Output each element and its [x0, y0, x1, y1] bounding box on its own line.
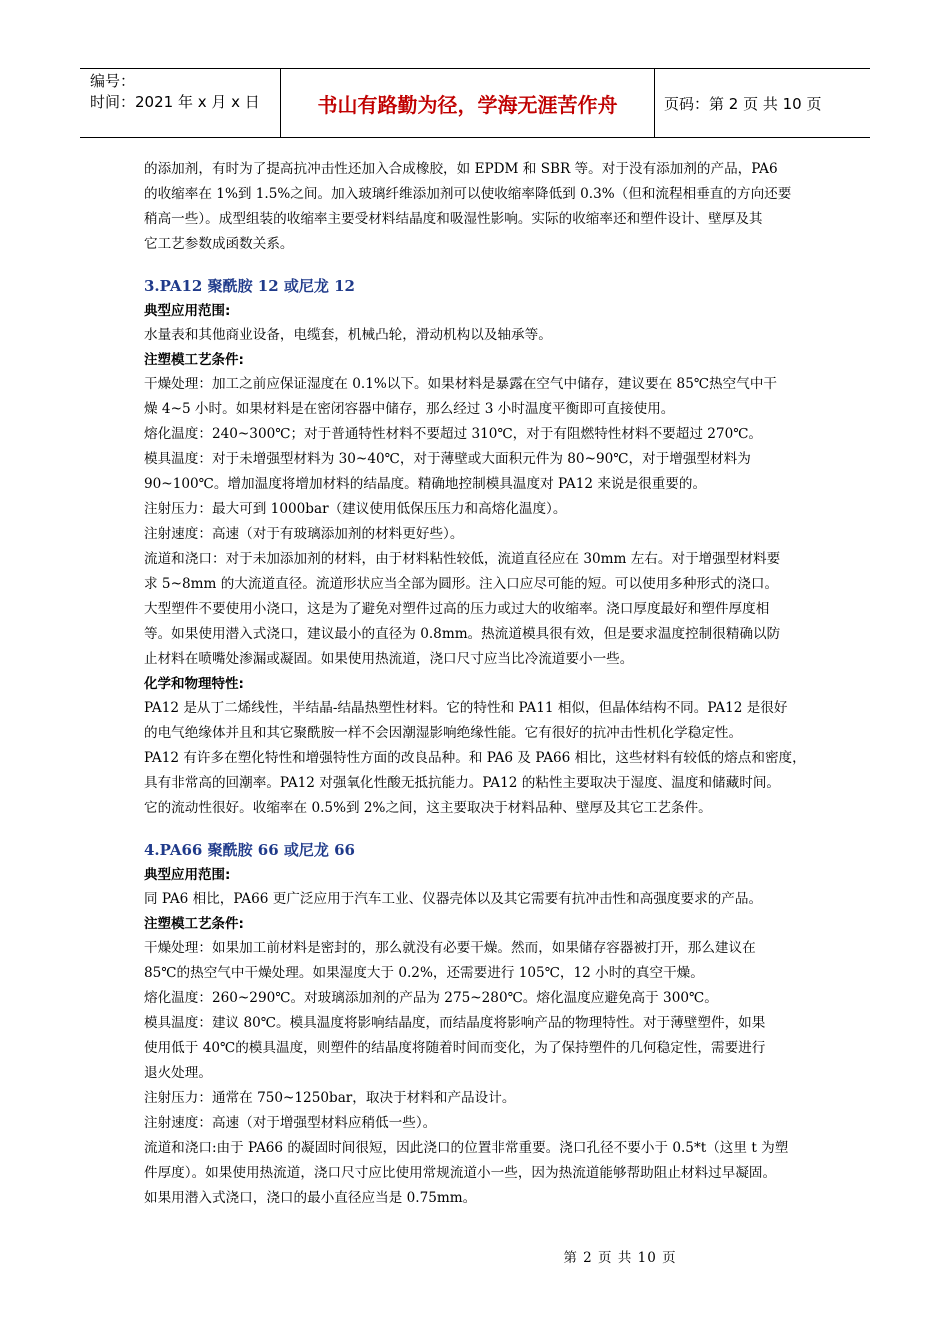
text-line: 熔化温度：240~300℃；对于普通特性材料不要超过 310℃，对于有阻燃特性材料不要超过 270℃。 [144, 426, 763, 442]
section-title: 4.PA66 聚酰胺 66 或尼龙 66 [144, 841, 355, 859]
section-pa12 [144, 273, 812, 821]
text-line: 90~100℃。增加温度将增加材料的结晶度。精确地控制模具温度对 PA12 来说是很重要的。 [144, 476, 707, 492]
text-line: 件厚度）。如果使用热流道，浇口尺寸应比使用常规流道小一些，因为热流道能够帮助阻止材料过早凝固。 [144, 1165, 777, 1181]
text-line: PA12 有许多在塑化特性和增强特性方面的改良品种。和 PA6 及 PA66 相比，这些材料有较低的熔点和密度， [144, 750, 806, 766]
text-line: 具有非常高的回潮率。PA12 对强氧化性酸无抵抗能力。PA12 的粘性主要取决于湿度、温度和储藏时间。 [144, 775, 781, 791]
text-line: PA12 是从丁二烯线性，半结晶-结晶热塑性材料。它的特性和 PA11 相似，但晶体结构不同。PA12 是很好 [144, 700, 788, 716]
section-title: 3.PA12 聚酰胺 12 或尼龙 12 [144, 277, 355, 295]
text-line: 止材料在喷嘴处渗漏或凝固。如果使用热流道，浇口尺寸应当比冷流道要小一些。 [144, 651, 634, 667]
header-motto: 书山有路勤为径，学海无涯苦作舟 [281, 69, 655, 137]
text-line: 的电气绝缘体并且和其它聚酰胺一样不会因潮湿影响绝缘性能。它有很好的抗冲击性机化学稳定性。 [144, 725, 743, 741]
text-line: 注射压力：最大可到 1000bar（建议使用低保压压力和高熔化温度）。 [144, 501, 567, 517]
text-line: 燥 4~5 小时。如果材料是在密闭容器中储存，那么经过 3 小时温度平衡即可直接使用。 [144, 401, 675, 417]
subheading-applications: 典型应用范围: [144, 303, 231, 319]
text-line: 熔化温度：260~290℃。对玻璃添加剂的产品为 275~280℃。熔化温度应避免高于 300℃。 [144, 990, 718, 1006]
text-line: 它的流动性很好。收缩率在 0.5%到 2%之间，这主要取决于材料品种、壁厚及其它工艺条件。 [144, 800, 712, 816]
text-line: 流道和浇口:由于 PA66 的凝固时间很短，因此浇口的位置非常重要。浇口孔径不要小于 0.5*t（这里 t 为塑 [144, 1140, 789, 1156]
subheading-process: 注塑模工艺条件: [144, 916, 244, 932]
header-date-label: 时间：2021 年 x 月 x 日 [90, 93, 260, 111]
text-line: 的添加剂，有时为了提高抗冲击性还加入合成橡胶，如 EPDM 和 SBR 等。对于没有添加剂的产品，PA6 [144, 161, 778, 177]
text-line: 求 5~8mm 的大流道直径。流道形状应当全部为圆形。注入口应尽可能的短。可以使用多种形式的浇口。 [144, 576, 779, 592]
text-line: 注射速度：高速（对于增强型材料应稍低一些）。 [144, 1115, 437, 1131]
text-line: 注射压力：通常在 750~1250bar，取决于材料和产品设计。 [144, 1090, 516, 1106]
document-body [144, 157, 812, 1211]
text-line: 注射速度：高速（对于有玻璃添加剂的材料更好些）。 [144, 526, 464, 542]
header-page-label: 页码：第 2 页 共 10 页 [664, 94, 822, 113]
intro-paragraph [144, 157, 812, 257]
text-line: 同 PA6 相比，PA66 更广泛应用于汽车工业、仪器壳体以及其它需要有抗冲击性和高强度要求的产品。 [144, 891, 763, 907]
text-line: 水量表和其他商业设备，电缆套，机械凸轮，滑动机构以及轴承等。 [144, 327, 552, 343]
subheading-applications: 典型应用范围: [144, 867, 231, 883]
text-line: 退火处理。 [144, 1065, 212, 1081]
header-id-label: 编号： [90, 72, 136, 90]
text-line: 模具温度：对于未增强型材料为 30~40℃，对于薄壁或大面积元件为 80~90℃，对于增强型材料为 [144, 451, 751, 467]
text-line: 它工艺参数成函数关系。 [144, 236, 294, 252]
header-info [80, 69, 281, 137]
section-pa66 [144, 837, 812, 1211]
text-line: 干燥处理：如果加工前材料是密封的，那么就没有必要干燥。然而，如果储存容器被打开，那么建议在 [144, 940, 756, 956]
subheading-chemical: 化学和物理特性: [144, 676, 244, 692]
text-line: 模具温度：建议 80℃。模具温度将影响结晶度，而结晶度将影响产品的物理特性。对于薄壁塑件，如果 [144, 1015, 766, 1031]
page-footer: 第 2 页 共 10 页 [563, 1250, 677, 1266]
page-header [80, 68, 870, 138]
text-line: 流道和浇口：对于未加添加剂的材料，由于材料粘性较低，流道直径应在 30mm 左右。对于增强型材料要 [144, 551, 781, 567]
text-line: 如果用潜入式浇口，浇口的最小直径应当是 0.75mm。 [144, 1190, 477, 1206]
text-line: 等。如果使用潜入式浇口，建议最小的直径为 0.8mm。热流道模具很有效，但是要求温度控制很精确以防 [144, 626, 781, 642]
text-line: 大型塑件不要使用小浇口，这是为了避免对塑件过高的压力或过大的收缩率。浇口厚度最好和塑件厚度相 [144, 601, 770, 617]
subheading-process: 注塑模工艺条件: [144, 352, 244, 368]
text-line: 干燥处理：加工之前应保证湿度在 0.1%以下。如果材料是暴露在空气中储存，建议要在 85℃热空气中干 [144, 376, 778, 392]
text-line: 85℃的热空气中干燥处理。如果湿度大于 0.2%，还需要进行 105℃，12 小时的真空干燥。 [144, 965, 704, 981]
text-line: 稍高一些）。成型组装的收缩率主要受材料结晶度和吸湿性影响。实际的收缩率还和塑件设计、壁厚及其 [144, 211, 763, 227]
text-line: 使用低于 40℃的模具温度，则塑件的结晶度将随着时间而变化，为了保持塑件的几何稳定性，需要进行 [144, 1040, 766, 1056]
text-line: 的收缩率在 1%到 1.5%之间。加入玻璃纤维添加剂可以使收缩率降低到 0.3%（但和流程相垂直的方向还要 [144, 186, 792, 202]
